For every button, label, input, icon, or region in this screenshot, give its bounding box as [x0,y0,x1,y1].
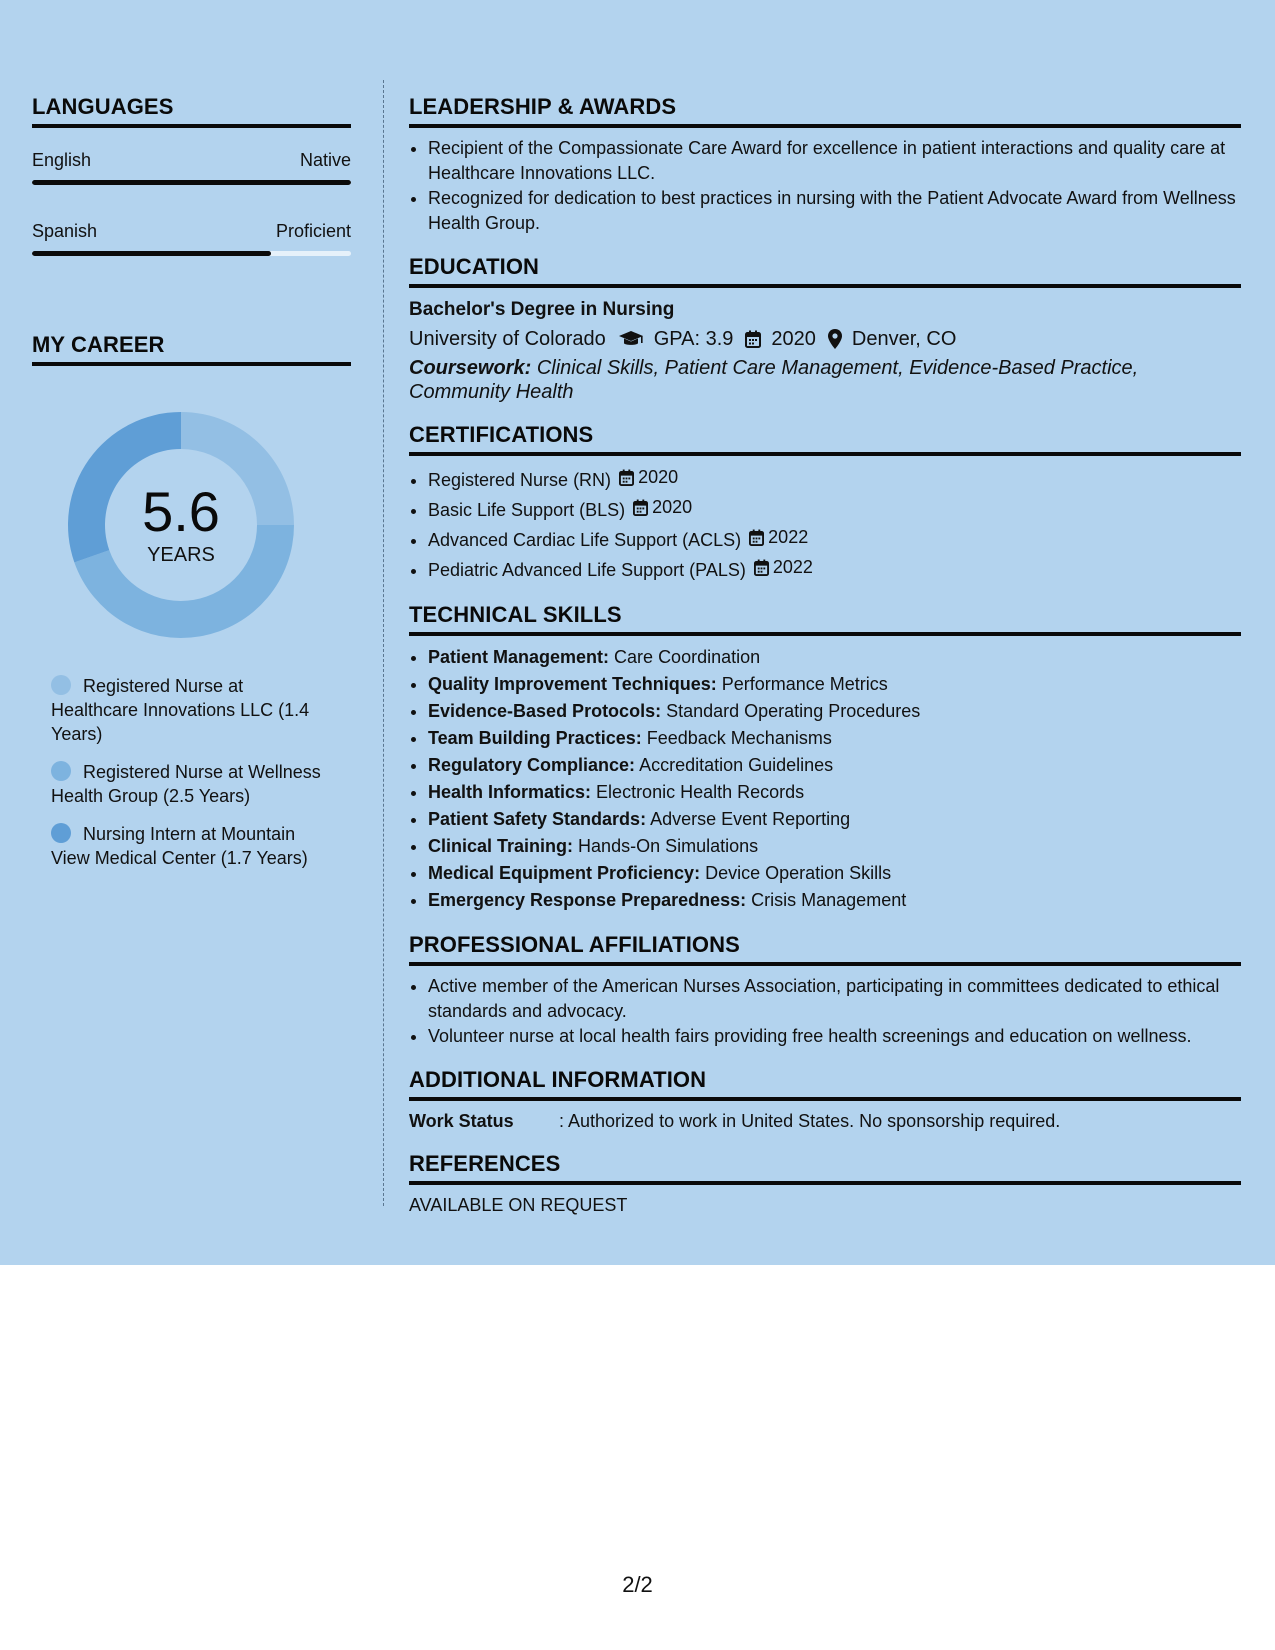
coursework [409,356,1241,404]
skill-label: Medical Equipment Proficiency: [428,863,701,883]
certifications-list [409,464,1241,584]
language-bar-fill [32,180,351,185]
legend-label: Nursing Intern at Mountain View Medical Center (1.7 Years) [51,824,308,868]
degree-name: Bachelor's Degree in Nursing [409,299,675,320]
list-item [428,644,1241,671]
skill-label: Clinical Training: [428,836,574,856]
list-item [428,887,1241,914]
gpa: GPA: 3.9 [653,328,734,350]
skills-section [409,602,1241,914]
graduation-cap-icon [618,330,644,348]
career-section [32,332,351,870]
legend-dot [51,761,71,781]
list-item [428,464,1241,494]
list-item [428,833,1241,860]
legend-dot [51,823,71,843]
skill-label: Regulatory Compliance: [428,755,636,775]
skill-label: Team Building Practices: [428,728,642,748]
affiliations-list [409,974,1241,1049]
cert-year: 2022 [768,527,809,547]
language-item [32,150,351,185]
education-title: EDUCATION [409,254,1241,288]
calendar-icon [633,499,648,516]
legend-item [51,760,332,808]
school-name: University of Colorado [409,328,606,350]
leadership-list [409,136,1241,236]
skill-value: Care Coordination [614,647,761,667]
legend-label: Registered Nurse at Healthcare Innovations LLC (1.4 Years) [51,676,310,744]
legend-item [51,822,332,870]
skill-label: Patient Management: [428,647,610,667]
list-item [428,779,1241,806]
list-item [428,806,1241,833]
education-details [409,324,1241,354]
language-bar-fill [32,251,271,256]
location-pin-icon [828,329,842,349]
languages-title: LANGUAGES [32,94,351,128]
list-item: • Volunteer nurse at local health fairs providing free health screenings and education on wellness. [428,1024,1241,1049]
language-level: Native [299,150,351,170]
skill-label: Patient Safety Standards: [428,809,647,829]
calendar-icon [745,330,761,348]
leadership-title: LEADERSHIP & AWARDS [409,94,1241,128]
list-item [428,524,1241,554]
skill-value: Feedback Mechanisms [646,728,832,748]
list-item [428,554,1241,584]
skill-value: Electronic Health Records [596,782,805,802]
skill-label: Emergency Response Preparedness: [428,890,747,910]
skill-label: Health Informatics: [428,782,592,802]
language-name: Spanish [32,221,98,241]
references-section [409,1151,1241,1217]
skills-list [409,644,1241,914]
work-status-value: : Authorized to work in United States. No sponsorship required. [559,1111,1061,1131]
language-item [32,221,351,256]
calendar-icon [619,469,634,486]
leadership-section [409,94,1241,236]
left-column [32,94,351,884]
work-status-row [409,1109,1241,1133]
skill-value: Performance Metrics [721,674,888,694]
column-divider [383,80,384,1206]
skill-label: Evidence-Based Protocols: [428,701,662,721]
legend-item [51,674,332,746]
list-item [428,860,1241,887]
affiliations-section [409,932,1241,1049]
references-text: AVAILABLE ON REQUEST [409,1195,628,1215]
cert-name: Pediatric Advanced Life Support (PALS) [428,560,746,580]
cert-year: 2020 [638,467,679,487]
skill-value: Accreditation Guidelines [639,755,834,775]
page-number: 2/2 [622,1572,653,1597]
references-title: REFERENCES [409,1151,1241,1185]
donut-center [66,410,296,640]
skill-value: Hands-On Simulations [578,836,759,856]
legend-label: Registered Nurse at Wellness Health Group (2.5 Years) [51,762,321,806]
career-legend [32,674,332,870]
career-unit: YEARS [147,544,215,566]
list-item [428,494,1241,524]
affiliations-title: PROFESSIONAL AFFILIATIONS [409,932,1241,966]
list-item [428,752,1241,779]
coursework-list: Clinical Skills, Patient Care Management, Evidence-Based Practice, Community Health [409,357,1139,403]
certifications-section [409,422,1241,584]
language-bar [32,180,351,185]
skill-label: Quality Improvement Techniques: [428,674,717,694]
list-item: • Recognized for dedication to best practices in nursing with the Patient Advocate Award from Wellness Health Group. [428,186,1241,236]
skill-value: Adverse Event Reporting [650,809,851,829]
language-level: Proficient [275,221,351,241]
school-location: Denver, CO [851,328,957,350]
language-bar [32,251,351,256]
cert-name: Basic Life Support (BLS) [428,500,626,520]
list-item [428,671,1241,698]
list-item [428,698,1241,725]
list-item [428,725,1241,752]
cert-year: 2022 [772,557,813,577]
career-title: MY CAREER [32,332,351,366]
skill-value: Device Operation Skills [705,863,892,883]
skills-title: TECHNICAL SKILLS [409,602,1241,636]
legend-dot [51,675,71,695]
additional-info-title: ADDITIONAL INFORMATION [409,1067,1241,1101]
languages-section [32,94,351,256]
certifications-title: CERTIFICATIONS [409,422,1241,456]
cert-year: 2020 [652,497,693,517]
career-total: 5.6 [142,480,220,543]
career-donut [66,410,296,640]
calendar-icon [749,529,764,546]
cert-name: Advanced Cardiac Life Support (ACLS) [428,530,742,550]
cert-name: Registered Nurse (RN) [428,470,612,490]
right-column [409,94,1241,1235]
coursework-label: Coursework: [409,357,532,379]
additional-info-section [409,1067,1241,1133]
education-section [409,254,1241,404]
list-item: • Active member of the American Nurses Association, participating in committees dedicated to ethical standards and advocacy. [428,974,1241,1024]
work-status-label: Work Status [409,1111,514,1131]
calendar-icon [754,559,769,576]
skill-value: Standard Operating Procedures [666,701,921,721]
graduation-year: 2020 [771,328,816,350]
language-name: English [32,150,92,170]
list-item: • Recipient of the Compassionate Care Award for excellence in patient interactions and quality care at Healthcare Innovations LLC. [428,136,1241,186]
skill-value: Crisis Management [751,890,907,910]
